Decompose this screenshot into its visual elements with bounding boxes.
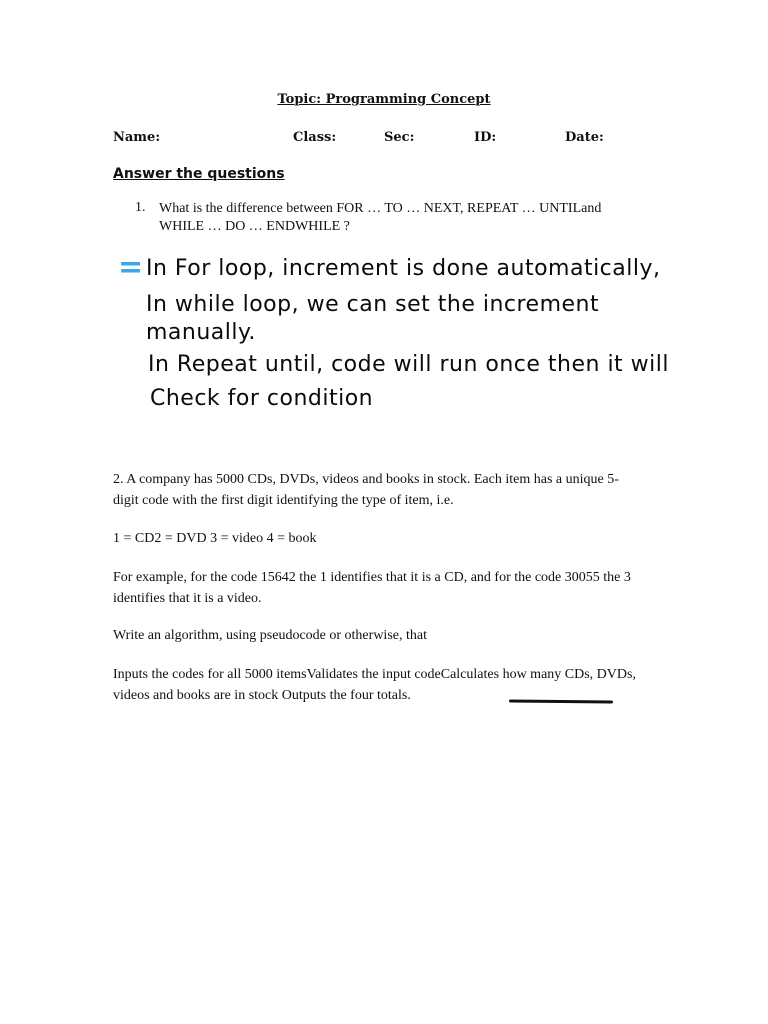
class-field-label: Class: [293,130,337,145]
name-field-label: Name: [113,130,161,145]
handwritten-answer-line: In Repeat until, code will run once then it will [148,352,670,377]
question-2-tasks: Inputs the codes for all 5000 itemsValidates the input codeCalculates how many CDs, DVDs, videos and books are in stock Outputs the four totals. [113,667,636,703]
handwritten-answer-line: In For loop, increment is done automatically, [146,256,661,281]
handwritten-answer-line: In while loop, we can set the increment [146,292,600,317]
section-heading: Answer the questions [113,166,285,182]
answer-marker: = [118,250,144,285]
page-title: Topic: Programming Concept [277,92,491,107]
question-2-codes: 1 = CD2 = DVD 3 = video 4 = book [113,531,317,546]
question-1-number: 1. [135,200,146,215]
question-1-text: What is the difference between FOR … TO … NEXT, REPEAT … UNTILand WHILE … DO … ENDWHILE ? [159,201,602,234]
handwritten-answer-line: manually. [146,320,256,345]
question-2-instruction: Write an algorithm, using pseudocode or otherwise, that [113,628,427,643]
handwritten-answer-line: Check for condition [150,386,374,411]
question-2-intro: 2. A company has 5000 CDs, DVDs, videos and books in stock. Each item has a unique 5-digit code with the first digit identifying the type of item, i.e. [113,472,619,508]
sec-field-label: Sec: [384,130,415,145]
question-2-example: For example, for the code 15642 the 1 identifies that it is a CD, and for the code 30055 the 3 identifies that it is a video. [113,570,631,606]
date-field-label: Date: [565,130,604,145]
id-field-label: ID: [474,130,497,145]
